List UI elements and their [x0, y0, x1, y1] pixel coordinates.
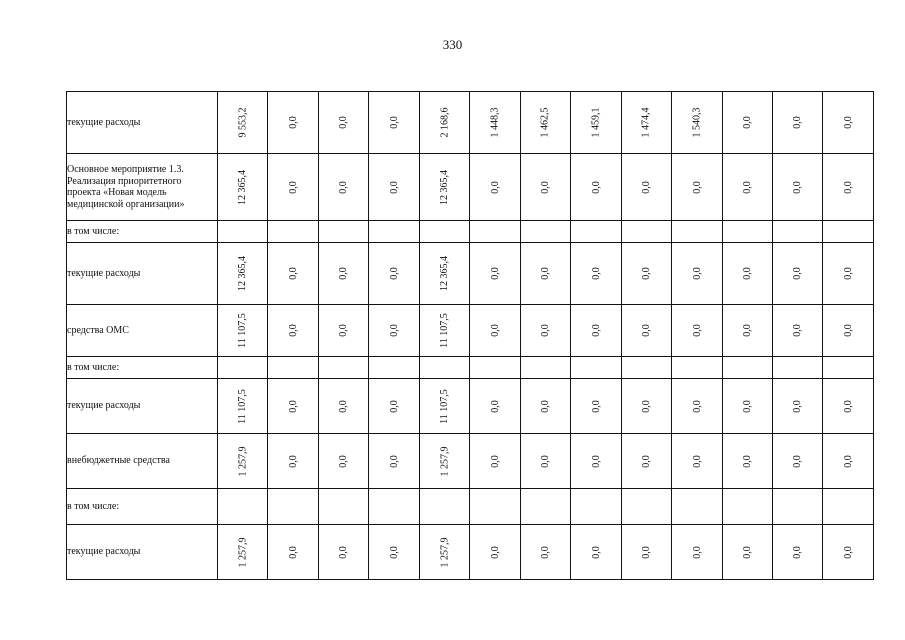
cell-value: 0,0 — [388, 454, 400, 468]
value-cell — [419, 434, 469, 489]
cell-value: 0,0 — [539, 545, 551, 559]
value-cell — [218, 221, 268, 243]
cell-value: 0,0 — [539, 399, 551, 413]
cell-value: 0,0 — [539, 324, 551, 337]
cell-value: 1 459,1 — [590, 107, 602, 138]
value-cell — [772, 357, 822, 379]
budget-table — [66, 91, 874, 580]
cell-value: 0,0 — [640, 267, 652, 280]
value-cell — [571, 305, 621, 357]
value-cell — [823, 221, 873, 243]
row-label: текущие расходы — [67, 379, 218, 434]
cell-value: 0,0 — [489, 399, 501, 413]
value-cell — [470, 243, 520, 305]
value-cell — [621, 305, 671, 357]
row-label: текущие расходы — [67, 92, 218, 154]
value-cell — [621, 243, 671, 305]
value-cell — [369, 357, 419, 379]
value-cell — [571, 525, 621, 580]
cell-value: 0,0 — [590, 180, 602, 194]
value-cell — [470, 525, 520, 580]
value-cell — [772, 154, 822, 221]
value-cell — [318, 379, 368, 434]
row-label: средства ОМС — [67, 305, 218, 357]
cell-value: 0,0 — [489, 324, 501, 337]
value-cell — [470, 92, 520, 154]
value-cell — [318, 489, 368, 525]
cell-value: 11 107,5 — [439, 388, 451, 424]
cell-value: 9 553,2 — [237, 107, 249, 138]
value-cell — [722, 305, 772, 357]
cell-value: 0,0 — [792, 267, 804, 280]
cell-value: 11 107,5 — [237, 313, 249, 348]
value-cell — [218, 434, 268, 489]
value-cell — [823, 92, 873, 154]
cell-value: 12 365,4 — [439, 256, 451, 291]
value-cell — [419, 379, 469, 434]
cell-value: 0,0 — [539, 454, 551, 468]
row-label: Основное мероприятие 1.3. Реализация приоритетного проекта «Новая модель медицинской организации» — [67, 154, 218, 221]
value-cell — [268, 92, 318, 154]
cell-value: 1 474,4 — [640, 107, 652, 138]
cell-value: 0,0 — [590, 399, 602, 413]
cell-value: 0,0 — [287, 399, 299, 413]
value-cell — [823, 525, 873, 580]
value-cell — [419, 221, 469, 243]
table-row — [67, 243, 874, 305]
value-cell — [470, 357, 520, 379]
value-cell — [823, 305, 873, 357]
row-label: текущие расходы — [67, 525, 218, 580]
cell-value: 1 257,9 — [237, 537, 249, 567]
cell-value: 0,0 — [338, 545, 350, 559]
cell-value: 0,0 — [741, 180, 753, 194]
value-cell — [520, 434, 570, 489]
value-cell — [369, 379, 419, 434]
value-cell — [621, 154, 671, 221]
value-cell — [772, 243, 822, 305]
value-cell — [318, 434, 368, 489]
table-row — [67, 434, 874, 489]
cell-value: 0,0 — [741, 399, 753, 413]
value-cell — [419, 357, 469, 379]
value-cell — [672, 305, 722, 357]
value-cell — [672, 489, 722, 525]
cell-value: 0,0 — [489, 267, 501, 280]
cell-value: 0,0 — [842, 180, 854, 194]
cell-value: 0,0 — [338, 267, 350, 280]
value-cell — [621, 379, 671, 434]
value-cell — [672, 221, 722, 243]
row-label: в том числе: — [67, 357, 218, 379]
value-cell — [218, 154, 268, 221]
value-cell — [419, 489, 469, 525]
cell-value: 0,0 — [640, 324, 652, 337]
value-cell — [722, 525, 772, 580]
value-cell — [722, 489, 772, 525]
value-cell — [823, 379, 873, 434]
cell-value: 0,0 — [388, 545, 400, 559]
value-cell — [722, 92, 772, 154]
value-cell — [621, 525, 671, 580]
cell-value: 0,0 — [338, 116, 350, 129]
value-cell — [571, 154, 621, 221]
value-cell — [318, 525, 368, 580]
value-cell — [772, 434, 822, 489]
cell-value: 0,0 — [792, 324, 804, 337]
value-cell — [268, 221, 318, 243]
row-label: в том числе: — [67, 489, 218, 525]
cell-value: 0,0 — [287, 545, 299, 559]
value-cell — [369, 434, 419, 489]
value-cell — [621, 489, 671, 525]
cell-value: 0,0 — [338, 180, 350, 194]
value-cell — [672, 379, 722, 434]
value-cell — [218, 357, 268, 379]
value-cell — [218, 305, 268, 357]
value-cell — [520, 305, 570, 357]
value-cell — [621, 434, 671, 489]
cell-value: 0,0 — [287, 180, 299, 194]
value-cell — [722, 357, 772, 379]
cell-value: 12 365,4 — [439, 169, 451, 205]
cell-value: 0,0 — [388, 116, 400, 129]
table-row — [67, 379, 874, 434]
cell-value: 0,0 — [842, 267, 854, 280]
value-cell — [369, 92, 419, 154]
value-cell — [218, 525, 268, 580]
value-cell — [672, 525, 722, 580]
cell-value: 1 462,5 — [539, 107, 551, 138]
value-cell — [218, 92, 268, 154]
cell-value: 1 257,9 — [237, 446, 249, 476]
value-cell — [318, 221, 368, 243]
cell-value: 1 257,9 — [439, 446, 451, 476]
value-cell — [318, 305, 368, 357]
value-cell — [268, 489, 318, 525]
value-cell — [419, 305, 469, 357]
value-cell — [722, 221, 772, 243]
cell-value: 11 107,5 — [439, 313, 451, 348]
value-cell — [571, 434, 621, 489]
cell-value: 0,0 — [590, 454, 602, 468]
cell-value: 0,0 — [489, 545, 501, 559]
cell-value: 0,0 — [287, 116, 299, 129]
cell-value: 0,0 — [539, 267, 551, 280]
cell-value: 0,0 — [640, 454, 652, 468]
cell-value: 2 168,6 — [439, 107, 451, 138]
cell-value: 0,0 — [640, 399, 652, 413]
value-cell — [520, 357, 570, 379]
cell-value: 0,0 — [338, 324, 350, 337]
value-cell — [470, 434, 520, 489]
value-cell — [419, 92, 469, 154]
value-cell — [318, 154, 368, 221]
value-cell — [672, 434, 722, 489]
cell-value: 0,0 — [287, 267, 299, 280]
cell-value: 0,0 — [590, 267, 602, 280]
cell-value: 0,0 — [691, 180, 703, 194]
value-cell — [268, 243, 318, 305]
cell-value: 0,0 — [590, 324, 602, 337]
cell-value: 0,0 — [792, 116, 804, 129]
cell-value: 0,0 — [741, 324, 753, 337]
value-cell — [621, 92, 671, 154]
value-cell — [218, 243, 268, 305]
value-cell — [722, 434, 772, 489]
cell-value: 0,0 — [388, 324, 400, 337]
cell-value: 11 107,5 — [237, 388, 249, 424]
value-cell — [722, 379, 772, 434]
value-cell — [672, 243, 722, 305]
table-row — [67, 221, 874, 243]
row-label: внебюджетные средства — [67, 434, 218, 489]
value-cell — [520, 243, 570, 305]
value-cell — [571, 489, 621, 525]
cell-value: 0,0 — [287, 324, 299, 337]
value-cell — [823, 357, 873, 379]
value-cell — [823, 243, 873, 305]
cell-value: 0,0 — [792, 180, 804, 194]
value-cell — [520, 489, 570, 525]
value-cell — [268, 305, 318, 357]
cell-value: 1 540,3 — [691, 107, 703, 138]
cell-value: 0,0 — [388, 180, 400, 194]
cell-value: 0,0 — [792, 545, 804, 559]
value-cell — [520, 525, 570, 580]
cell-value: 0,0 — [539, 180, 551, 194]
cell-value: 1 257,9 — [439, 537, 451, 567]
cell-value: 0,0 — [842, 116, 854, 129]
cell-value: 0,0 — [741, 454, 753, 468]
value-cell — [621, 221, 671, 243]
cell-value: 0,0 — [287, 454, 299, 468]
table-row — [67, 92, 874, 154]
value-cell — [571, 92, 621, 154]
value-cell — [419, 243, 469, 305]
cell-value: 0,0 — [489, 454, 501, 468]
value-cell — [470, 221, 520, 243]
value-cell — [672, 92, 722, 154]
cell-value: 0,0 — [338, 454, 350, 468]
cell-value: 0,0 — [590, 545, 602, 559]
table-row — [67, 525, 874, 580]
value-cell — [470, 154, 520, 221]
value-cell — [571, 379, 621, 434]
value-cell — [772, 305, 822, 357]
value-cell — [419, 154, 469, 221]
table-row — [67, 305, 874, 357]
cell-value: 0,0 — [691, 267, 703, 280]
cell-value: 0,0 — [741, 116, 753, 129]
cell-value: 0,0 — [741, 545, 753, 559]
cell-value: 12 365,4 — [237, 169, 249, 205]
value-cell — [520, 92, 570, 154]
value-cell — [318, 357, 368, 379]
cell-value: 0,0 — [842, 545, 854, 559]
value-cell — [470, 489, 520, 525]
value-cell — [268, 379, 318, 434]
cell-value: 0,0 — [640, 180, 652, 194]
cell-value: 0,0 — [842, 454, 854, 468]
cell-value: 0,0 — [741, 267, 753, 280]
cell-value: 0,0 — [792, 454, 804, 468]
value-cell — [470, 305, 520, 357]
cell-value: 12 365,4 — [237, 256, 249, 291]
value-cell — [722, 243, 772, 305]
value-cell — [672, 357, 722, 379]
value-cell — [621, 357, 671, 379]
page-number: 330 — [442, 37, 463, 52]
cell-value: 0,0 — [691, 399, 703, 413]
value-cell — [772, 379, 822, 434]
value-cell — [571, 221, 621, 243]
cell-value: 0,0 — [388, 267, 400, 280]
row-label: в том числе: — [67, 221, 218, 243]
value-cell — [268, 525, 318, 580]
value-cell — [672, 154, 722, 221]
cell-value: 0,0 — [640, 545, 652, 559]
value-cell — [369, 525, 419, 580]
cell-value: 1 448,3 — [489, 107, 501, 138]
value-cell — [268, 357, 318, 379]
value-cell — [369, 154, 419, 221]
value-cell — [268, 154, 318, 221]
value-cell — [318, 243, 368, 305]
cell-value: 0,0 — [338, 399, 350, 413]
value-cell — [369, 489, 419, 525]
cell-value: 0,0 — [388, 399, 400, 413]
value-cell — [520, 221, 570, 243]
value-cell — [823, 489, 873, 525]
cell-value: 0,0 — [691, 545, 703, 559]
value-cell — [520, 379, 570, 434]
value-cell — [369, 243, 419, 305]
cell-value: 0,0 — [691, 454, 703, 468]
value-cell — [419, 525, 469, 580]
table-row — [67, 489, 874, 525]
value-cell — [268, 434, 318, 489]
value-cell — [772, 92, 822, 154]
row-label: текущие расходы — [67, 243, 218, 305]
value-cell — [571, 357, 621, 379]
cell-value: 0,0 — [842, 324, 854, 337]
cell-value: 0,0 — [842, 399, 854, 413]
cell-value: 0,0 — [489, 180, 501, 194]
value-cell — [722, 154, 772, 221]
value-cell — [318, 92, 368, 154]
value-cell — [520, 154, 570, 221]
value-cell — [369, 221, 419, 243]
table-row — [67, 154, 874, 221]
cell-value: 0,0 — [792, 399, 804, 413]
cell-value: 0,0 — [691, 324, 703, 337]
value-cell — [369, 305, 419, 357]
value-cell — [772, 221, 822, 243]
table-row — [67, 357, 874, 379]
value-cell — [772, 489, 822, 525]
value-cell — [772, 525, 822, 580]
value-cell — [218, 489, 268, 525]
value-cell — [470, 379, 520, 434]
value-cell — [218, 379, 268, 434]
value-cell — [823, 154, 873, 221]
value-cell — [823, 434, 873, 489]
value-cell — [571, 243, 621, 305]
